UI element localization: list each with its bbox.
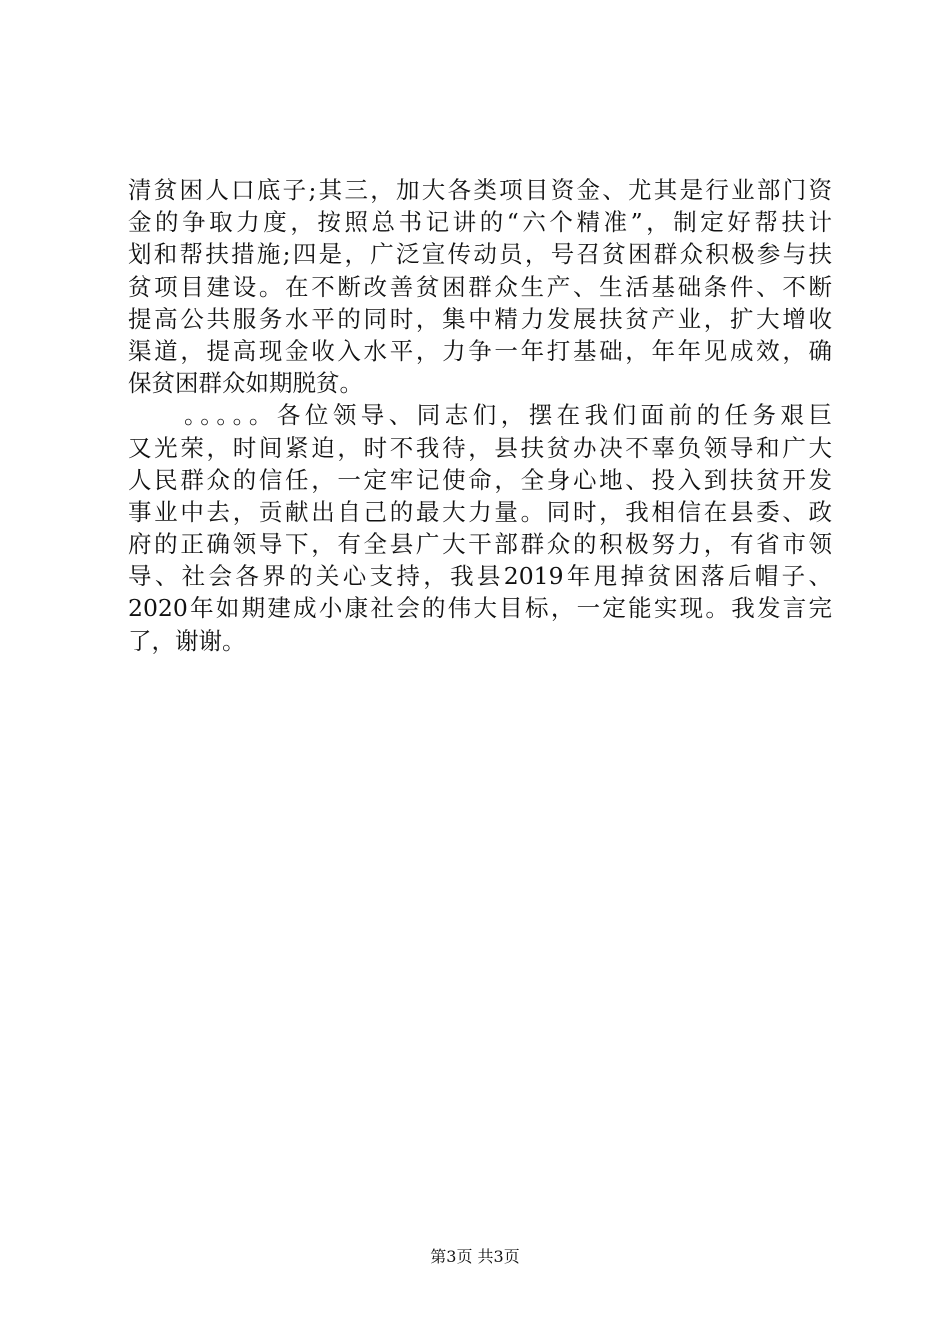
text-line: 渠道，提高现金收入水平，力争一年打基础，年年见成效，确: [128, 336, 832, 365]
text-line: 府的正确领导下，有全县广大干部群众的积极努力，有省市领: [128, 530, 832, 559]
text-line: 保贫困群众如期脱贫。: [128, 369, 363, 398]
text-line: 事业中去，贡献出自己的最大力量。同时，我相信在县委、政: [128, 497, 832, 526]
text-line: 提高公共服务水平的同时，集中精力发展扶贫产业，扩大增收: [128, 304, 832, 333]
page-number-label: 第3页 共3页: [430, 1247, 520, 1266]
document-body: [128, 174, 832, 657]
text-line: 导、社会各界的关心支持，我县2019年甩掉贫困落后帽子、: [128, 562, 832, 591]
text-line: 划和帮扶措施;四是，广泛宣传动员，号召贫困群众积极参与扶: [128, 240, 832, 269]
text-line: 人民群众的信任，一定牢记使命，全身心地、投入到扶贫开发: [128, 465, 832, 494]
text-line: 了，谢谢。: [128, 626, 246, 655]
text-line: 金的争取力度，按照总书记讲的“六个精准”，制定好帮扶计: [128, 208, 832, 237]
text-line: 。。。。。各位领导、同志们，摆在我们面前的任务艰巨: [128, 401, 832, 430]
page-footer: [0, 1244, 950, 1267]
text-line: 又光荣，时间紧迫，时不我待，县扶贫办决不辜负领导和广大: [128, 433, 832, 462]
text-line: 2020年如期建成小康社会的伟大目标，一定能实现。我发言完: [128, 594, 832, 623]
text-line: 清贫困人口底子;其三，加大各类项目资金、尤其是行业部门资: [128, 176, 832, 204]
text-line: 贫项目建设。在不断改善贫困群众生产、生活基础条件、不断: [128, 272, 832, 301]
